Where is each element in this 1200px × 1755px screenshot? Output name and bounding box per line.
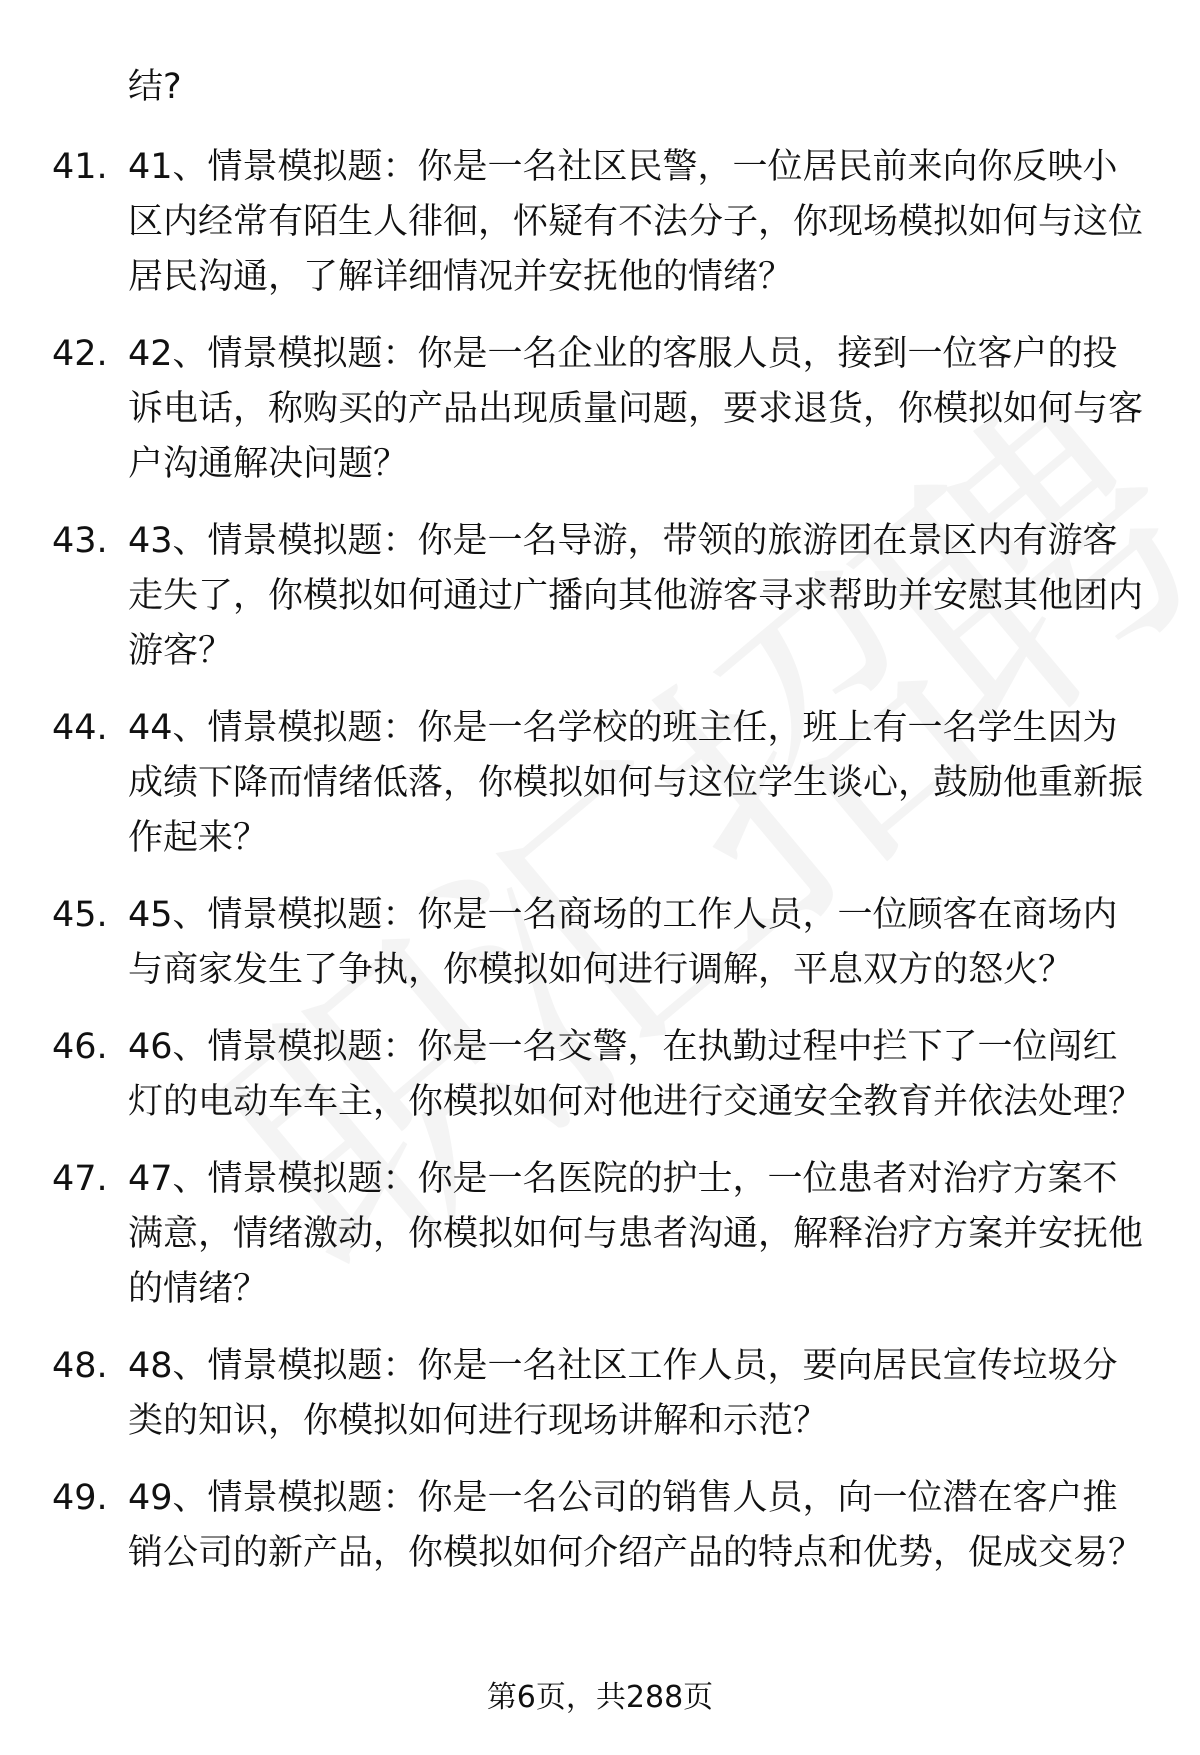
- question-list: [0, 140, 1200, 1603]
- item-number: 41.: [52, 147, 108, 187]
- list-item: [0, 1020, 1200, 1130]
- item-number: 49.: [52, 1478, 108, 1518]
- question-text: 43、情景模拟题：你是一名导游，带领的旅游团在景区内有游客走失了，你模拟如何通过广播向其他游客寻求帮助并安慰其他团内游客？: [128, 521, 1144, 671]
- item-number: 44.: [52, 708, 108, 748]
- list-item: [0, 514, 1200, 679]
- list-item: [0, 888, 1200, 998]
- item-number: 46.: [52, 1027, 108, 1067]
- question-text: 44、情景模拟题：你是一名学校的班主任，班上有一名学生因为成绩下降而情绪低落，你模拟如何与这位学生谈心，鼓励他重新振作起来？: [128, 708, 1144, 858]
- item-number: 47.: [52, 1159, 108, 1199]
- item-number: 48.: [52, 1346, 108, 1386]
- question-text: 47、情景模拟题：你是一名医院的护士，一位患者对治疗方案不满意，情绪激动，你模拟如何与患者沟通，解释治疗方案并安抚他的情绪？: [128, 1159, 1144, 1309]
- list-item: [0, 1339, 1200, 1449]
- list-item: [0, 701, 1200, 866]
- list-item: [0, 140, 1200, 305]
- list-item: [0, 327, 1200, 492]
- question-text: 46、情景模拟题：你是一名交警，在执勤过程中拦下了一位闯红灯的电动车车主，你模拟如何对他进行交通安全教育并依法处理？: [128, 1027, 1144, 1122]
- question-text: 42、情景模拟题：你是一名企业的客服人员，接到一位客户的投诉电话，称购买的产品出现质量问题，要求退货，你模拟如何与客户沟通解决问题？: [128, 334, 1144, 484]
- question-text: 41、情景模拟题：你是一名社区民警，一位居民前来向你反映小区内经常有陌生人徘徊，怀疑有不法分子，你现场模拟如何与这位居民沟通，了解详细情况并安抚他的情绪？: [128, 147, 1144, 297]
- page-footer: 第6页，共288页: [486, 1680, 714, 1715]
- list-item: [0, 1152, 1200, 1317]
- question-text: 49、情景模拟题：你是一名公司的销售人员，向一位潜在客户推销公司的新产品，你模拟如何介绍产品的特点和优势，促成交易？: [128, 1478, 1144, 1573]
- list-item: [0, 1471, 1200, 1581]
- question-text: 45、情景模拟题：你是一名商场的工作人员，一位顾客在商场内与商家发生了争执，你模拟如何进行调解，平息双方的怒火？: [128, 895, 1118, 990]
- question-text: 48、情景模拟题：你是一名社区工作人员，要向居民宣传垃圾分类的知识，你模拟如何进行现场讲解和示范？: [128, 1346, 1118, 1441]
- item-number: 45.: [52, 895, 108, 935]
- item-number: 42.: [52, 334, 108, 374]
- item-number: 43.: [52, 521, 108, 561]
- continuation-text: 结?: [128, 67, 182, 107]
